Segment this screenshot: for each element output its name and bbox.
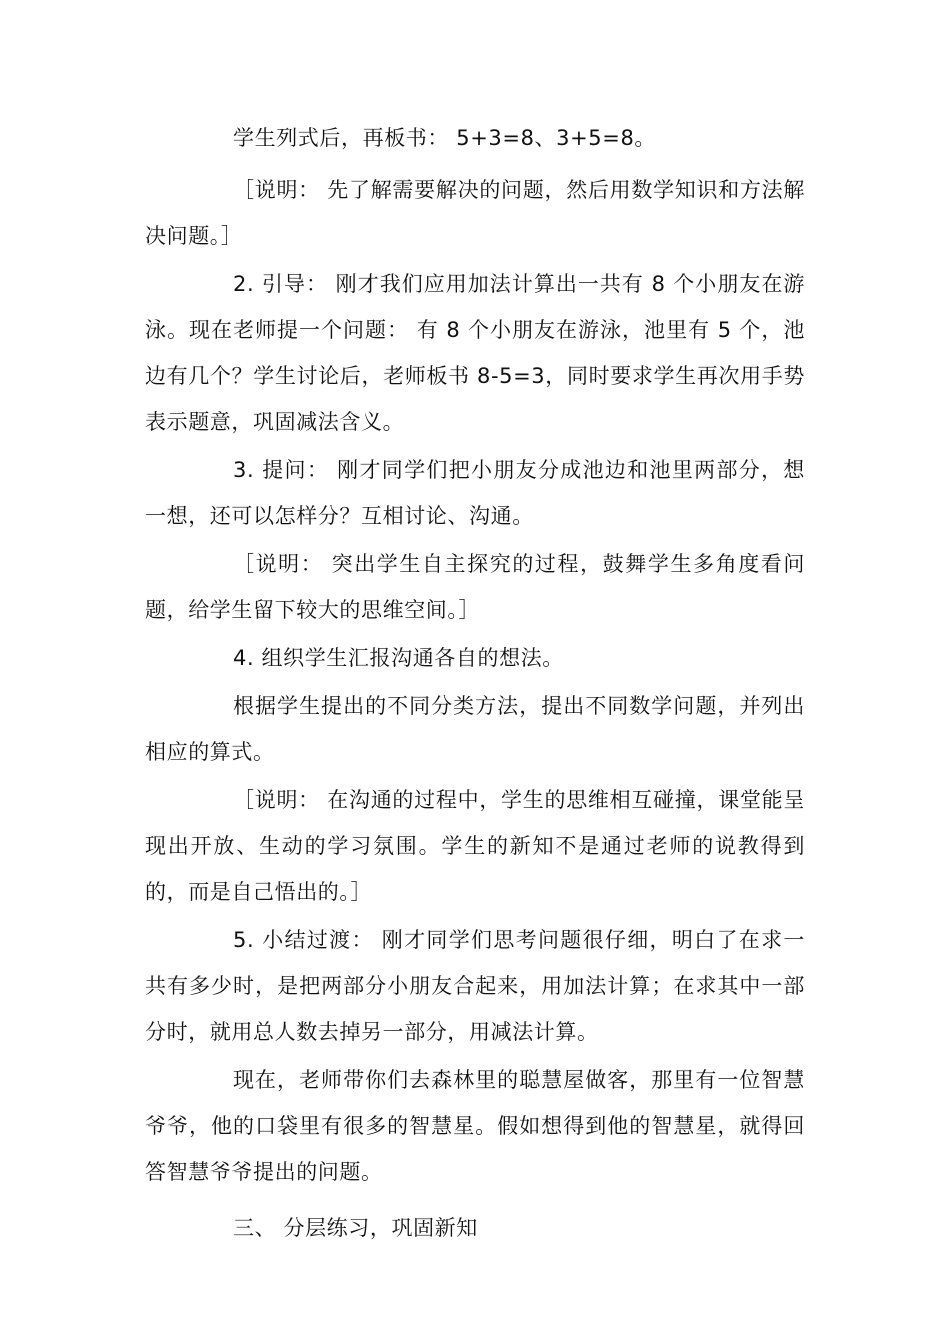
paragraph-step-5-summary: 5. 小结过渡： 刚才同学们思考问题很仔细，明白了在求一共有多少时，是把两部分小朋友合起来，用加法计算；在求其中一部分时，就用总人数去掉另一部分，用减法计算。 [145,928,805,1044]
document-body [145,115,805,1251]
paragraph-step-4-report: 4. 组织学生汇报沟通各自的想法。 [233,646,564,670]
paragraph-note-communication: ［说明： 在沟通的过程中，学生的思维相互碰撞，课堂能呈现出开放、生动的学习氛围。学生的新知不是通过老师的说教得到的，而是自己悟出的。］ [145,788,805,904]
section-heading-practice: 三、 分层练习，巩固新知 [233,1216,478,1240]
paragraph-note-problem-solving: ［说明： 先了解需要解决的问题，然后用数学知识和方法解决问题。］ [145,178,805,248]
paragraph-step-3-question: 3. 提问： 刚才同学们把小朋友分成池边和池里两部分，想一想，还可以怎样分？互相讨论、沟通。 [145,458,805,528]
paragraph-classification: 根据学生提出的不同分类方法，提出不同数学问题，并列出相应的算式。 [145,694,805,764]
paragraph-note-exploration: ［说明： 突出学生自主探究的过程，鼓舞学生多角度看问题，给学生留下较大的思维空间。］ [145,552,805,622]
paragraph-board-writing: 学生列式后，再板书： 5+3=8、3+5=8。 [233,126,657,150]
paragraph-wisdom-house: 现在，老师带你们去森林里的聪慧屋做客，那里有一位智慧爷爷，他的口袋里有很多的智慧星。假如想得到他的智慧星，就得回答智慧爷爷提出的问题。 [145,1068,805,1184]
paragraph-step-2-guide: 2. 引导： 刚才我们应用加法计算出一共有 8 个小朋友在游泳。现在老师提一个问题： 有 8 个小朋友在游泳，池里有 5 个，池边有几个？学生讨论后，老师板书 8-5=3，同时要求学生再次用手势表示题意，巩固减法含义。 [145,272,805,434]
